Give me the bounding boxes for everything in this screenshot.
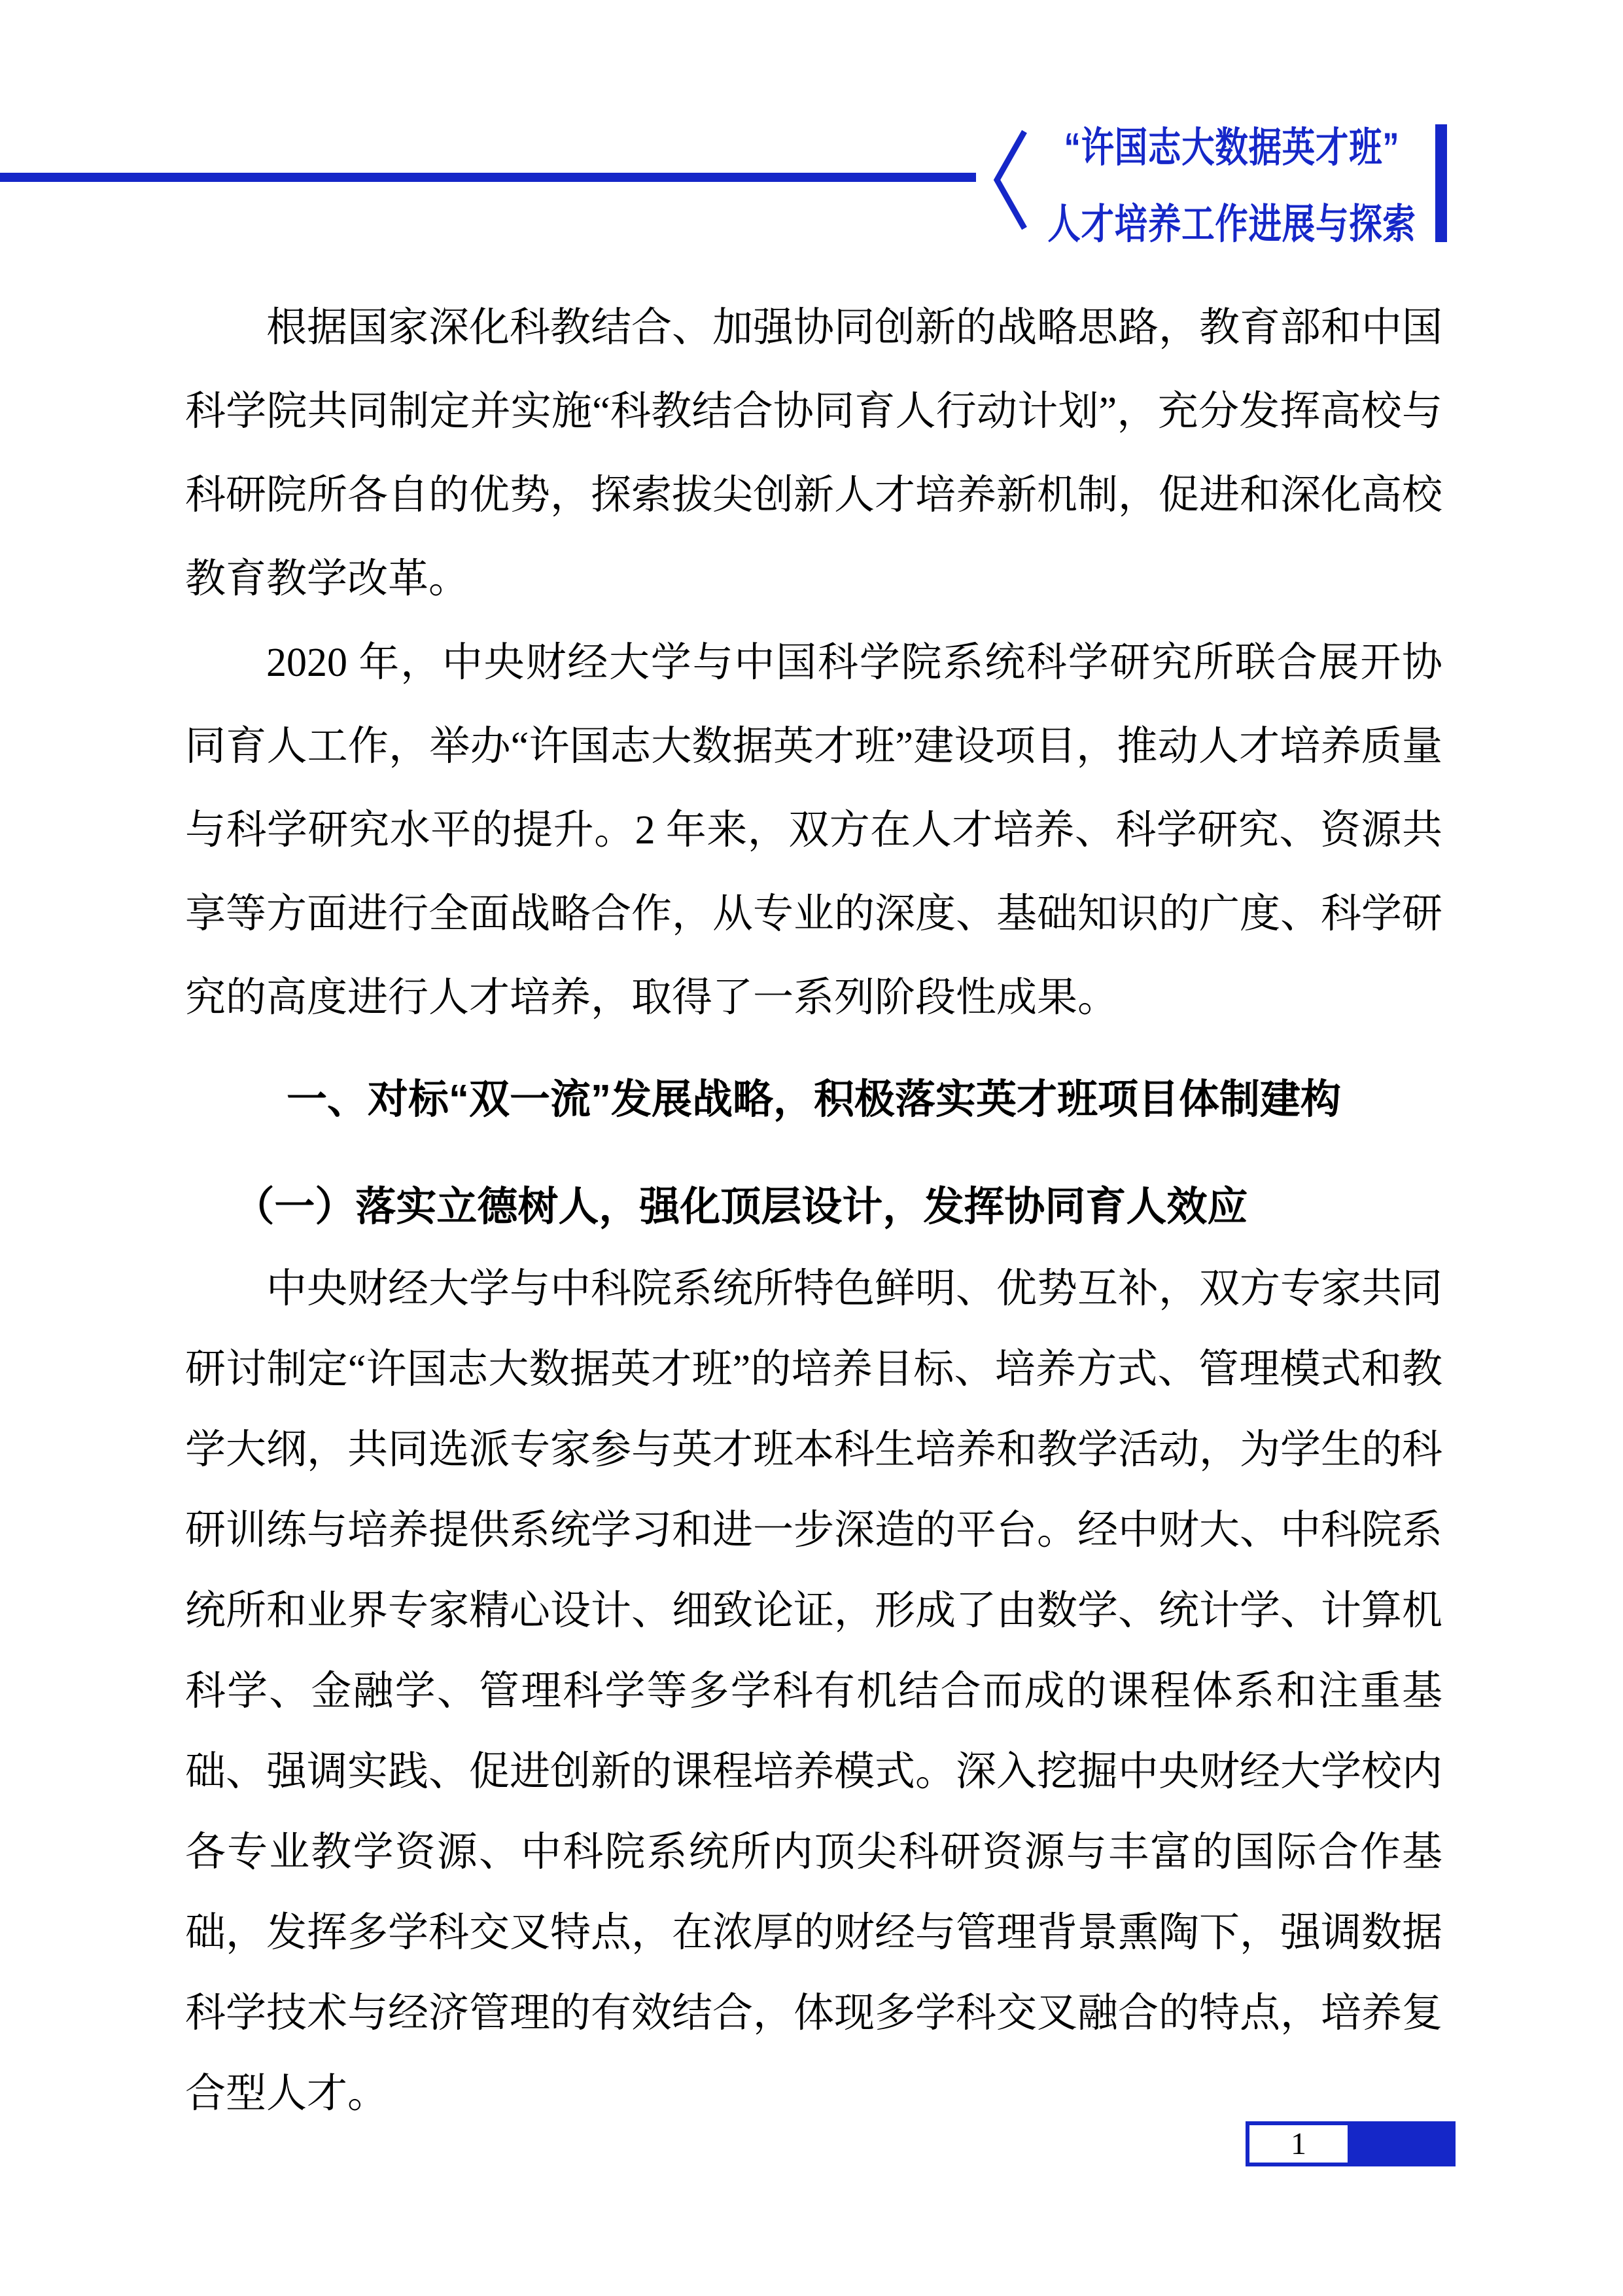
header-rule-divider bbox=[0, 173, 976, 182]
document-body bbox=[185, 286, 1442, 2134]
page-number: 1 bbox=[1291, 2127, 1306, 2161]
body-paragraph-2: 2020 年，中央财经大学与中国科学院系统科学研究所联合展开协同育人工作，举办“许国志大数据英才班”建设项目，推动人才培养质量与科学研究水平的提升。2 年来，双方在人才培养、科学研究、资源共享等方面进行全面战略合作，从专业的深度、基础知识的广度、科学研究的高度进行人才培养，取得了一系列阶段性成果。 bbox=[185, 641, 1443, 1020]
header-accent-bar bbox=[1435, 124, 1447, 242]
body-paragraph-1: 根据国家深化科教结合、加强协同创新的战略思路，教育部和中国科学院共同制定并实施“科教结合协同育人行动计划”，充分发挥高校与科研院所各自的优势，探索拔尖创新人才培养新机制，促进和深化高校教育教学改革。 bbox=[185, 306, 1443, 601]
page-number-block bbox=[1246, 2121, 1456, 2166]
running-header-title bbox=[996, 110, 1467, 263]
section-heading-1: 一、对标“双一流”发展战略，积极落实英才班项目体制建构 bbox=[286, 1077, 1341, 1122]
body-paragraph-3: 中央财经大学与中科院系统所特色鲜明、优势互补，双方专家共同研讨制定“许国志大数据英才班”的培养目标、培养方式、管理模式和教学大纲，共同选派专家参与英才班本科生培养和教学活动，为学生的科研训练与培养提供系统学习和进一步深造的平台。经中财大、中科院系统所和业界专家精心设计、细致论证，形成了由数学、统计学、计算机科学、金融学、管理科学等多学科有机结合而成的课程体系和注重基础、强调实践、促进创新的课程培养模式。深入挖掘中央财经大学校内各专业教学资源、中科院系统所内顶尖科研资源与丰富的国际合作基础，发挥多学科交叉特点，在浓厚的财经与管理背景熏陶下，强调数据科学技术与经济管理的有效结合，体现多学科交叉融合的特点，培养复合型人才。 bbox=[185, 1267, 1443, 2116]
page-number-box bbox=[1249, 2125, 1348, 2163]
subsection-heading-1-1: （一）落实立德树人，强化顶层设计，发挥协同育人效应 bbox=[234, 1185, 1248, 1229]
running-header-title-line2: 人才培养工作进展与探索 bbox=[1047, 202, 1416, 247]
running-header-title-line1: “许国志大数据英才班” bbox=[1064, 125, 1400, 171]
